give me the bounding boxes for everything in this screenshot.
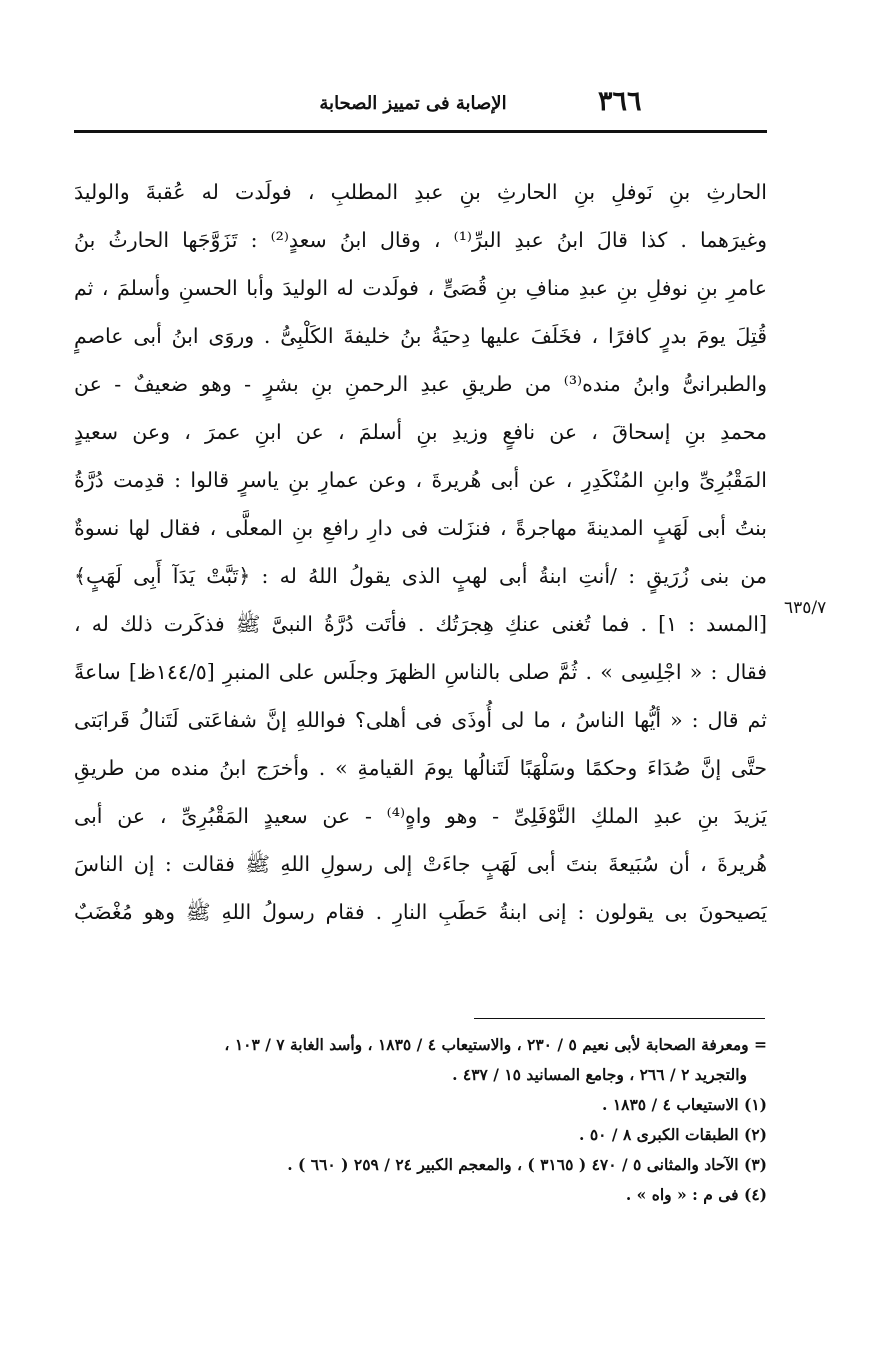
text-line: والطبرانىُّ وابنُ منده⁽³⁾ من طريقِ عبدِ الرحمنِ بنِ بشرٍ - وهو ضعيفٌ - عن — [74, 372, 767, 396]
text-line: يَزيدَ بنِ عبدِ الملكِ النَّوْفَلِىِّ - وهو واهٍ⁽⁴⁾ - عن سعيدٍ المَقْبُرِىِّ ، عن أبى — [74, 804, 767, 828]
book-title: الإصابة فى تمييز الصحابة — [319, 93, 507, 114]
margin-reference: ٦٣٥/٧ — [784, 598, 827, 618]
text-line: ثم قال : « أيُّها الناسُ ، ما لى أُوذَى فى أهلى؟ فواللهِ إنَّ شفاعَتى لَتَنالُ قَرابَتى — [74, 708, 767, 732]
footnote-line: (٤) فى م : « واه » . — [625, 1185, 767, 1204]
text-line: يَصيحونَ بى يقولون : إنى ابنةُ حَطَبِ النارِ . فقام رسولُ اللهِ ﷺ وهو مُغْضَبٌ — [74, 900, 767, 924]
footnote-line: (٢) الطبقات الكبرى ٨ / ٥٠ . — [579, 1125, 767, 1144]
header-rule — [74, 130, 767, 133]
footnotes — [74, 1030, 767, 1210]
text-line: بنتُ أبى لَهَبٍ المدينةَ مهاجرةً ، فنزَلت فى دارِ رافعِ بنِ المعلَّى ، فقال لها نسوةٌ — [74, 516, 767, 540]
text-line: وغيرَهما . كذا قالَ ابنُ عبدِ البرِّ⁽¹⁾ ، وقال ابنُ سعدٍ⁽²⁾ : تَزَوَّجَها الحارثُ بنُ — [74, 228, 767, 252]
text-line: المَقْبُرِىِّ وابنِ المُنْكَدِرِ ، عن أبى هُريرةَ ، وعن عمارِ بنِ ياسرٍ قالوا : قدِمت دُرَّةُ — [74, 468, 767, 492]
text-line: قُتِلَ يومَ بدرٍ كافرًا ، فخَلَفَ عليها دِحيَةُ بنُ خليفةَ الكَلْبِىُّ . وروَى ابنُ أبى عاصمٍ — [74, 324, 767, 348]
text-line: الحارثِ بنِ نَوفلِ بنِ الحارثِ بنِ عبدِ المطلبِ ، فولَدت له عُقبةَ والوليدَ — [74, 180, 767, 204]
footnote-line: (١) الاستيعاب ٤ / ١٨٣٥ . — [602, 1095, 767, 1114]
text-line: هُريرةَ ، أن سُبَيعةَ بنتَ أبى لَهَبٍ جاءَتْ إلى رسولِ اللهِ ﷺ فقالت : إن الناسَ — [74, 852, 767, 876]
text-line: حتَّى إنَّ صُدَاءَ وحكمًا وسَلْهَبًا لَتَنالُها يومَ القيامةِ » . وأخرَج ابنُ منده من طريقِ — [74, 756, 767, 780]
footnote-line: = ومعرفة الصحابة لأبى نعيم ٥ / ٢٣٠ ، والاستيعاب ٤ / ١٨٣٥ ، وأسد الغابة ٧ / ١٠٣ ، — [224, 1035, 767, 1054]
text-line: عامرِ بنِ نوفلِ بنِ عبدِ منافِ بنِ قُصَىٍّ ، فولَدت له الوليدَ وأبا الحسنِ وأسلمَ ، ثم — [74, 276, 767, 300]
page-number: ٣٦٦ — [598, 86, 642, 117]
main-text — [74, 168, 767, 936]
footnote-line: (٣) الآحاد والمثانى ٥ / ٤٧٠ ( ٣١٦٥ ) ، والمعجم الكبير ٢٤ / ٢٥٩ ( ٦٦٠ ) . — [287, 1155, 767, 1174]
text-line: من بنى زُرَيقٍ : /أنتِ ابنةُ أبى لهبٍ الذى يقولُ اللهُ له : ﴿تَبَّتْ يَدَآ أَبِى لَهَبٍ﴾ — [74, 564, 767, 588]
text-line: فقال : « اجْلِسِى » . ثُمَّ صلى بالناسِ الظهرَ وجلَس على المنبرِ [١٤٤/٥ظ] ساعةً — [74, 660, 767, 684]
text-line: محمدِ بنِ إسحاقَ ، عن نافعٍ وزيدِ بنِ أسلمَ ، عن ابنِ عمرَ ، وعن سعيدٍ — [74, 420, 767, 444]
footnote-rule — [474, 1018, 765, 1019]
footnote-line: والتجريد ٢ / ٢٦٦ ، وجامع المسانيد ١٥ / ٤٣٧ . — [452, 1065, 747, 1084]
text-line: [المسد : ١] . فما تُغنى عنكِ هِجرَتُك . فأتَت دُرَّةُ النبىَّ ﷺ فذكَرت ذلك له ، — [74, 612, 767, 636]
